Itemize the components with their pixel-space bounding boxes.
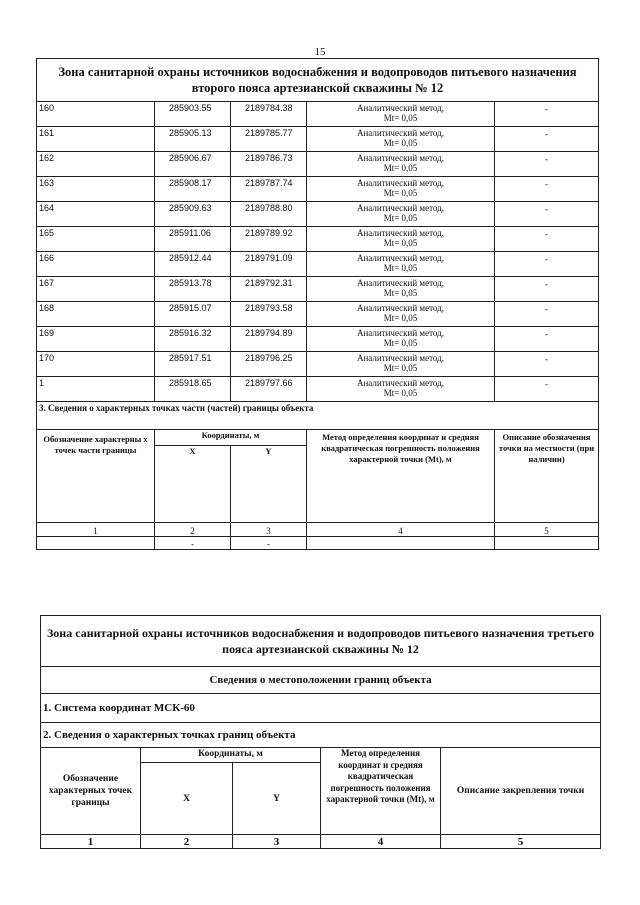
- col-num: 1: [41, 835, 141, 849]
- col-num: 3: [233, 835, 321, 849]
- point-x: 285908.17: [155, 177, 231, 202]
- point-id: 166: [37, 252, 155, 277]
- point-description: -: [495, 102, 599, 127]
- point-y: 2189786.73: [231, 152, 307, 177]
- point-method: [307, 202, 495, 227]
- header-x: X: [141, 763, 233, 835]
- point-method: [307, 127, 495, 152]
- method-accuracy: Mt= 0,05: [383, 238, 418, 248]
- header-coordinates: Координаты, м: [141, 748, 321, 763]
- point-method: [307, 302, 495, 327]
- point-x: 285906.67: [155, 152, 231, 177]
- point-x: 285911.06: [155, 227, 231, 252]
- method-line: Аналитический метод,: [356, 178, 445, 188]
- header-designation: Обозначение характерны х точек части границы: [37, 430, 155, 523]
- blank-cell: [495, 537, 599, 550]
- point-x: 285917.51: [155, 352, 231, 377]
- method-accuracy: Mt= 0,05: [383, 188, 418, 198]
- location-subheading: Сведения о местоположении границ объекта: [41, 667, 601, 694]
- blank-cell: [37, 537, 155, 550]
- method-line: Аналитический метод,: [356, 353, 445, 363]
- method-accuracy: Mt= 0,05: [383, 363, 418, 373]
- point-method: [307, 152, 495, 177]
- point-method: [307, 252, 495, 277]
- point-y: 2189792.31: [231, 277, 307, 302]
- point-description: -: [495, 327, 599, 352]
- section-3-title: 3. Сведения о характерных точках части (частей) границы объекта: [37, 402, 599, 430]
- method-line: Аналитический метод,: [356, 378, 445, 388]
- page-number: 15: [314, 46, 326, 58]
- point-id: 1: [37, 377, 155, 402]
- point-description: -: [495, 202, 599, 227]
- point-id: 161: [37, 127, 155, 152]
- method-accuracy: Mt= 0,05: [383, 313, 418, 323]
- table-row: [37, 102, 599, 127]
- point-method: [307, 102, 495, 127]
- table-row: [37, 327, 599, 352]
- method-accuracy: Mt= 0,05: [383, 263, 418, 273]
- point-method: [307, 227, 495, 252]
- point-x: 285918.65: [155, 377, 231, 402]
- method-accuracy: Mt= 0,05: [383, 288, 418, 298]
- column-numbers-row: [37, 523, 599, 537]
- point-x: 285905.13: [155, 127, 231, 152]
- table-title: Зона санитарной охраны источников водоснабжения и водопроводов питьевого назначения второго пояса артезианской скважины № 12: [37, 59, 599, 102]
- method-accuracy: Mt= 0,05: [383, 163, 418, 173]
- table-row: [37, 127, 599, 152]
- method-line: Аналитический метод,: [356, 303, 445, 313]
- header-method: Метод определения координат и средняя квадратическая погрешность положения характерной точки (Mt), м: [321, 748, 441, 835]
- point-x: 285915.07: [155, 302, 231, 327]
- point-id: 163: [37, 177, 155, 202]
- point-x: 285913.78: [155, 277, 231, 302]
- method-line: Аналитический метод,: [356, 328, 445, 338]
- point-y: 2189796.25: [231, 352, 307, 377]
- method-accuracy: Mt= 0,05: [383, 388, 418, 398]
- point-description: -: [495, 152, 599, 177]
- point-method: [307, 377, 495, 402]
- point-id: 167: [37, 277, 155, 302]
- point-description: -: [495, 352, 599, 377]
- coordinate-rows: [37, 102, 599, 402]
- section-1-coordinate-system: 1. Система координат МСК-60: [41, 694, 601, 723]
- method-accuracy: Mt= 0,05: [383, 113, 418, 123]
- point-y: 2189791.09: [231, 252, 307, 277]
- point-method: [307, 352, 495, 377]
- col-num: 2: [141, 835, 233, 849]
- point-x: 285916.32: [155, 327, 231, 352]
- method-accuracy: Mt= 0,05: [383, 213, 418, 223]
- method-line: Аналитический метод,: [356, 153, 445, 163]
- point-y: 2189794.89: [231, 327, 307, 352]
- point-description: -: [495, 377, 599, 402]
- point-y: 2189784.38: [231, 102, 307, 127]
- blank-row: [37, 537, 599, 550]
- point-y: 2189789.92: [231, 227, 307, 252]
- table-row: [37, 227, 599, 252]
- table-row: [37, 352, 599, 377]
- method-line: Аналитический метод,: [356, 203, 445, 213]
- col-num: 1: [37, 523, 155, 537]
- point-x: 285903.55: [155, 102, 231, 127]
- point-method: [307, 277, 495, 302]
- header-y: Y: [231, 445, 307, 522]
- point-x: 285909.63: [155, 202, 231, 227]
- section-2-points: 2. Сведения о характерных точках границ объекта: [41, 723, 601, 748]
- point-description: -: [495, 252, 599, 277]
- point-method: [307, 327, 495, 352]
- point-x: 285912.44: [155, 252, 231, 277]
- col-num: 4: [321, 835, 441, 849]
- table-row: [37, 302, 599, 327]
- method-line: Аналитический метод,: [356, 128, 445, 138]
- zone-table-second-belt: [36, 58, 599, 550]
- header-x: X: [155, 445, 231, 522]
- point-id: 168: [37, 302, 155, 327]
- col-num: 4: [307, 523, 495, 537]
- point-y: 2189788.80: [231, 202, 307, 227]
- blank-cell: [307, 537, 495, 550]
- point-y: 2189793.58: [231, 302, 307, 327]
- col-num: 2: [155, 523, 231, 537]
- table-row: [37, 177, 599, 202]
- method-line: Аналитический метод,: [356, 253, 445, 263]
- blank-cell: -: [155, 537, 231, 550]
- method-line: Аналитический метод,: [356, 103, 445, 113]
- point-id: 164: [37, 202, 155, 227]
- blank-cell: -: [231, 537, 307, 550]
- point-id: 162: [37, 152, 155, 177]
- header-designation: Обозначение характерных точек границы: [41, 748, 141, 835]
- header-description: Описание обозначения точки на местности (при наличии): [495, 430, 599, 523]
- point-method: [307, 177, 495, 202]
- header-coordinates: Координаты, м: [155, 430, 307, 446]
- point-description: -: [495, 277, 599, 302]
- point-y: 2189787.74: [231, 177, 307, 202]
- table-row: [37, 277, 599, 302]
- table-title: Зона санитарной охраны источников водоснабжения и водопроводов питьевого назначения третьего пояса артезианской скважины № 12: [41, 616, 601, 667]
- table-row: [37, 202, 599, 227]
- col-num: 3: [231, 523, 307, 537]
- point-description: -: [495, 302, 599, 327]
- point-y: 2189785.77: [231, 127, 307, 152]
- point-id: 170: [37, 352, 155, 377]
- point-id: 169: [37, 327, 155, 352]
- point-description: -: [495, 177, 599, 202]
- point-id: 165: [37, 227, 155, 252]
- header-method: Метод определения координат и средняя квадратическая погрешность положения характерной точки (Mt), м: [307, 430, 495, 523]
- zone-table-third-belt: [40, 615, 601, 849]
- method-accuracy: Mt= 0,05: [383, 138, 418, 148]
- point-id: 160: [37, 102, 155, 127]
- col-num: 5: [495, 523, 599, 537]
- method-accuracy: Mt= 0,05: [383, 338, 418, 348]
- column-numbers-row: [41, 835, 601, 849]
- header-fixing: Описание закрепления точки: [441, 748, 601, 835]
- method-line: Аналитический метод,: [356, 278, 445, 288]
- table-row: [37, 252, 599, 277]
- table-row: [37, 152, 599, 177]
- point-description: -: [495, 227, 599, 252]
- table-row: [37, 377, 599, 402]
- point-y: 2189797.66: [231, 377, 307, 402]
- header-y: Y: [233, 763, 321, 835]
- col-num: 5: [441, 835, 601, 849]
- point-description: -: [495, 127, 599, 152]
- method-line: Аналитический метод,: [356, 228, 445, 238]
